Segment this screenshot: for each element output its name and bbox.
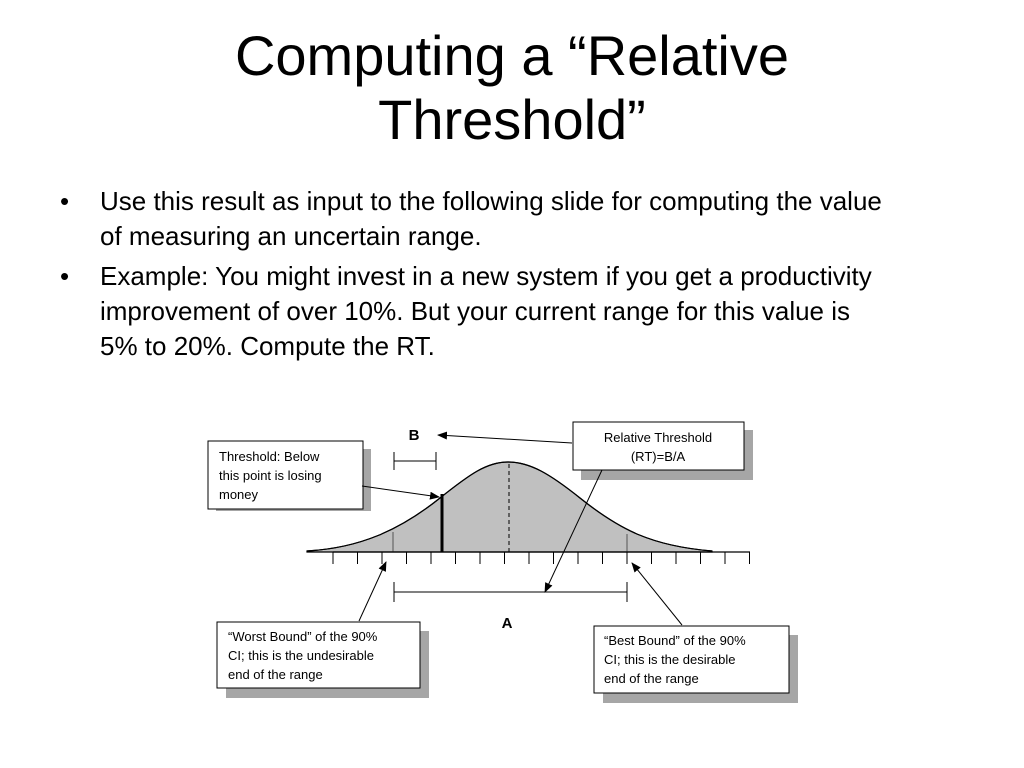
callout-relative-threshold [573,422,753,480]
bullet-icon: • [60,261,70,291]
bullet-icon: • [60,186,70,216]
callout-best-bound [594,626,798,703]
arrow-to-threshold [362,486,439,497]
bullet-line: of measuring an uncertain range. [100,221,482,251]
callout-worst-bound-line: “Worst Bound” of the 90% [228,629,378,644]
arrow-to-b [438,435,572,443]
callout-worst-bound-line: end of the range [228,667,323,682]
arrow-to-worst-bound [359,562,386,621]
bullet-line: 5% to 20%. Compute the RT. [100,331,435,361]
axis-ticks [333,552,750,564]
callout-worst-bound-line: CI; this is the undesirable [228,648,374,663]
a-bracket [394,582,627,602]
callout-relative-threshold-line: Relative Threshold [603,430,713,445]
label-a: A [501,615,513,632]
callout-threshold-line: this point is losing [219,468,322,483]
callout-best-bound-line: CI; this is the desirable [604,652,736,667]
bullet-line: Use this result as input to the following slide for computing the value [100,186,882,216]
callout-relative-threshold-line: (RT)=B/A [630,449,686,464]
b-bracket [394,452,436,470]
bullet-line: Example: You might invest in a new system if you get a productivity [100,261,872,291]
label-b: B [408,427,420,444]
bullet-line: improvement of over 10%. But your current range for this value is [100,296,851,326]
arrow-to-best-bound [632,563,682,625]
slide-title-line-2: Threshold” [378,88,646,151]
callout-best-bound-line: end of the range [604,671,699,686]
callout-threshold-line: money [219,487,259,502]
callout-best-bound-line: “Best Bound” of the 90% [604,633,746,648]
callout-threshold [208,441,371,511]
callout-worst-bound [217,622,429,698]
callout-threshold-line: Threshold: Below [219,449,320,464]
slide-title-line-1: Computing a “Relative [234,24,790,87]
